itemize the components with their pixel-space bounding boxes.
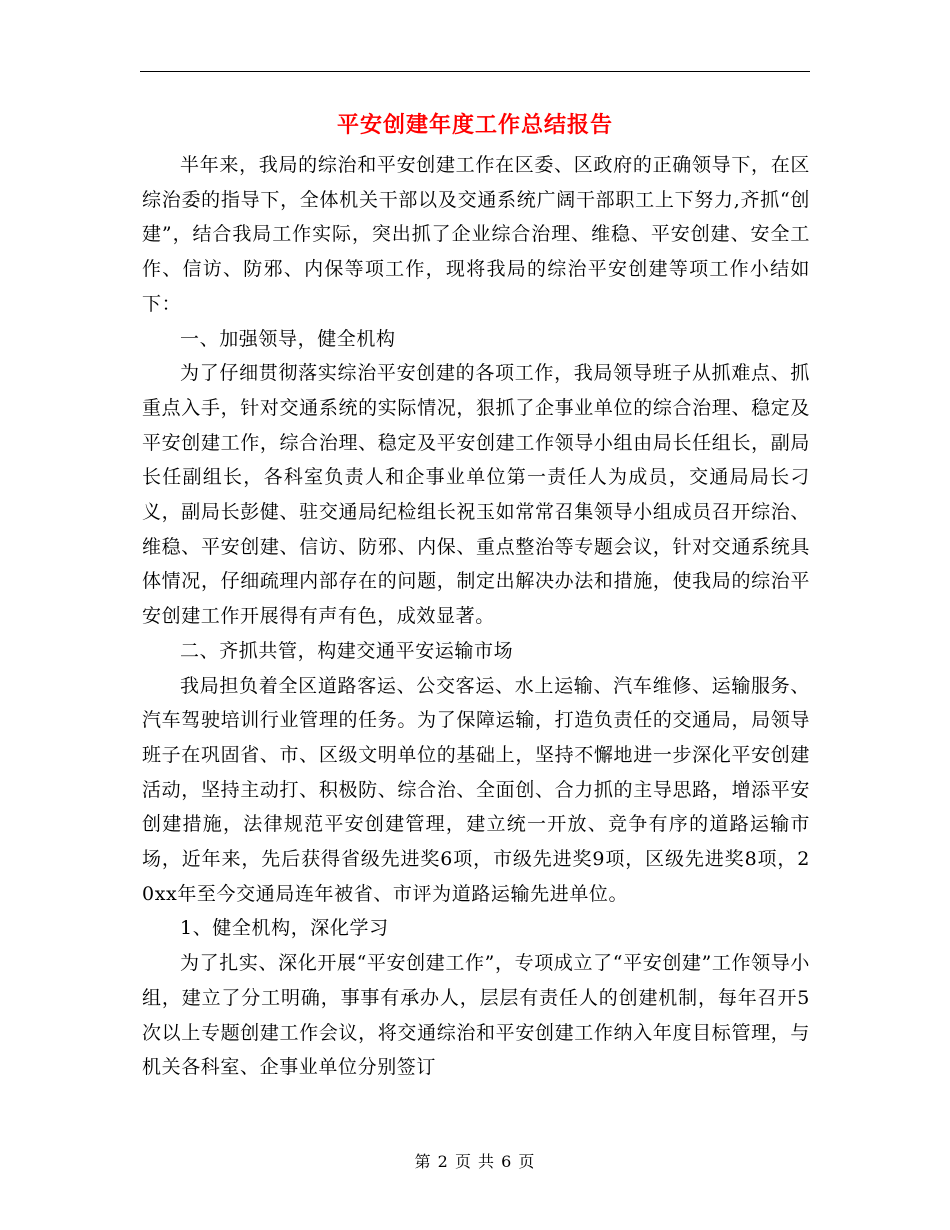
section-heading-2: 二、齐抓共管，构建交通平安运输市场 [180, 639, 514, 662]
paragraph-section-1: 为了仔细贯彻落实综治平安创建的各项工作，我局领导班子从抓难点、抓重点入手，针对交通系统的实际情况，狠抓了企事业单位的综合治理、稳定及平安创建工作，综合治理、稳定及平安创建工作领导小组由局长任组长，副局长任副组长，各科室负责人和企事业单位第一责任人为成员，交通局局长刁义，副局长彭健、驻交通局纪检组长祝玉如常常召集领导小组成员召开综治、维稳、平安创建、信访、防邪、内保、重点整治等专题会议，针对交通系统具体情况，仔细疏理内部存在的问题，制定出解决办法和措施，使我局的综治平安创建工作开展得有声有色，成效显著。 [142, 362, 810, 628]
section-heading-1: 一、加强领导，健全机构 [180, 327, 396, 350]
document-title: 平安创建年度工作总结报告 [336, 112, 613, 138]
subsection-heading-1: 1、健全机构，深化学习 [180, 917, 389, 940]
page-number-footer: 第 2 页 共 6 页 [414, 1152, 536, 1171]
paragraph-intro: 半年来，我局的综治和平安创建工作在区委、区政府的正确领导下，在区综治委的指导下，全体机关干部以及交通系统广阔干部职工上下努力,齐抓“创建”，结合我局工作实际，突出抓了企业综合治理、维稳、平安创建、安全工作、信访、防邪、内保等项工作，现将我局的综治平安创建等项工作小结如下： [142, 154, 810, 315]
header-rule [140, 71, 810, 72]
paragraph-subsection-1: 为了扎实、深化开展“平安创建工作”，专项成立了“平安创建”工作领导小组，建立了分工明确，事事有承办人，层层有责任人的创建机制，每年召开5次以上专题创建工作会议，将交通综治和平安创建工作纳入年度目标管理，与机关各科室、企事业单位分别签订 [142, 952, 810, 1079]
paragraph-section-2: 我局担负着全区道路客运、公交客运、水上运输、汽车维修、运输服务、汽车驾驶培训行业管理的任务。为了保障运输，打造负责任的交通局，局领导班子在巩固省、市、区级文明单位的基础上，坚持不懈地进一步深化平安创建活动，坚持主动打、积极防、综合治、全面创、合力抓的主导思路，增添平安创建措施，法律规范平安创建管理，建立统一开放、竞争有序的道路运输市场，近年来，先后获得省级先进奖6项，市级先进奖9项，区级先进奖8项，20xx年至今交通局连年被省、市评为道路运输先进单位。 [142, 674, 810, 905]
document-body [142, 148, 810, 1085]
